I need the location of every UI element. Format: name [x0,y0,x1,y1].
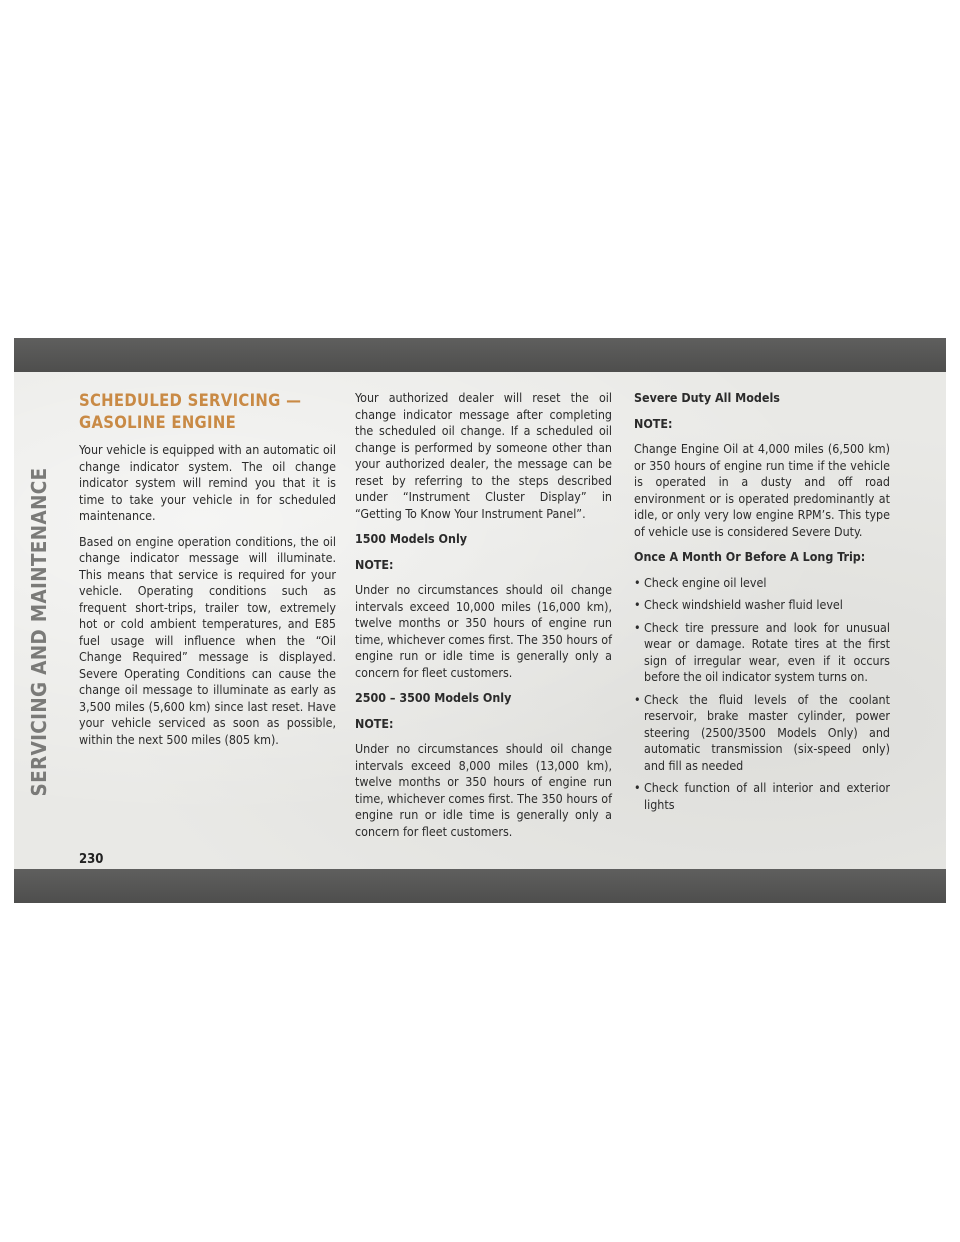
note-2500-text: Under no circumstances should oil change intervals exceed 8,000 miles (13,000 km), twelve months or 350 hours of engine run time, whichever comes first. The 350 hours of engine run or idle time is generally only a concern for fleet customers. [355,741,612,839]
heading-2500-3500-models: 2500 – 3500 Models Only [355,690,512,705]
list-item: • Check the fluid levels of the coolant reservoir, brake master cylinder, power steering (2500/3500 Models Only) and automatic transmission (six-speed only) and fill as needed [634,691,890,773]
list-item: • Check windshield washer fluid level [634,597,843,612]
list-item: • Check engine oil level [634,574,767,590]
note-severe-text: Change Engine Oil at 4,000 miles (6,500 km) or 350 hours of engine run time if the vehicle is operated in a dusty and off road environment or is operated predominantly at idle, or only very low engine RPM’s. This type of vehicle use is considered Severe Duty. [634,441,890,539]
column-1 [79,390,336,757]
intro-paragraph: Your vehicle is equipped with an automatic oil change indicator system. The oil change indicator system will remind you that it is time to take your vehicle in for scheduled maintenance. [79,442,336,523]
note-label-severe: NOTE: [634,415,673,431]
top-band [14,338,946,372]
heading-severe-duty: Severe Duty All Models [634,390,780,405]
column-3 [634,390,890,819]
note-1500-text: Under no circumstances should oil change intervals exceed 10,000 miles (16,000 km), twelve months or 350 hours of engine run time, whichever comes first. The 350 hours of engine run or idle time is generally only a concern for fleet customers. [355,582,612,680]
bottom-band [14,869,946,903]
note-label-2500: NOTE: [355,715,394,731]
bullet-icon: • [634,597,641,612]
section-side-tab [24,402,54,862]
conditions-paragraph: Based on engine operation conditions, the oil change indicator message will illuminate. This means that service is required for your vehicle. Operating conditions such as frequent short-trips, trailer tow, extremely hot or cold ambient temperatures, and E85 fuel usage will influence when the “Oil Change Required” message is displayed. Severe Operating Conditions can cause the change oil message to illuminate as early as 3,500 miles (5,600 km) since last reset. Have your vehicle serviced as soon as possible, within the next 500 miles (805 km). [79,533,336,747]
note-label-1500: NOTE: [355,556,394,572]
heading-1500-models: 1500 Models Only [355,531,468,546]
side-tab-label: SERVICING AND MAINTENANCE [27,467,51,797]
heading-monthly-checks: Once A Month Or Before A Long Trip: [634,549,866,564]
bullet-icon: • [634,619,641,635]
column-2 [355,390,612,849]
page-number: 230 [79,852,104,867]
bullet-icon: • [634,574,641,590]
bullet-icon: • [634,691,641,707]
dealer-reset-paragraph: Your authorized dealer will reset the oil change indicator message after completing the scheduled oil change. If a scheduled oil change is performed by someone other than your authorized dealer, the message can be reset by referring to the steps described under “Instrument Cluster Display” in “Getting To Know Your Instrument Panel”. [355,390,612,521]
list-item: • Check tire pressure and look for unusual wear or damage. Rotate tires at the first sign of irregular wear, even if it occurs before the oil indicator system turns on. [634,619,890,684]
list-item: • Check function of all interior and exterior lights [634,780,890,812]
monthly-checks-list [634,575,890,814]
bullet-icon: • [634,780,641,795]
section-title: SCHEDULED SERVICING — GASOLINE ENGINE [79,391,302,432]
